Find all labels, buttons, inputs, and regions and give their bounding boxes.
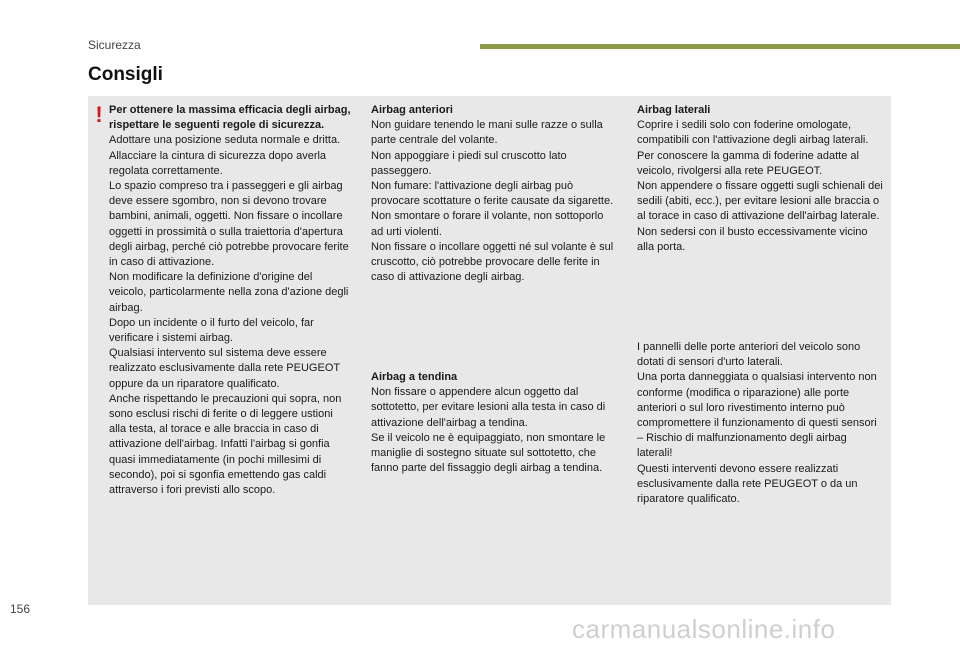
paragraph: Non fumare: l'attivazione degli airbag può provocare scottature o ferite causate da sigarette. (371, 180, 614, 208)
front-airbags-heading: Airbag anteriori (371, 104, 453, 116)
paragraph: Non fissare o incollare oggetti né sul volante è sul cruscotto, ciò potrebbe provocare delle ferite in caso di attivazione degli airbag. (371, 240, 614, 284)
door-sensors-column (637, 340, 884, 507)
page-number: 156 (10, 602, 31, 616)
curtain-airbags-heading: Airbag a tendina (371, 371, 458, 383)
paragraph: Anche rispettando le precauzioni qui sopra, non sono esclusi rischi di ferite o di leggere ustioni alla testa, al torace e alle braccia in caso di attivazione dell'airbag. Infatti l'airbag si gonfia quasi immediatamente (in pochi millesimi di secondo), poi si sgonfia emettendo gas caldi attraverso i fori previsti allo scopo. (109, 392, 342, 497)
general-safety-heading: Per ottenere la massima efficacia degli airbag, rispettare le seguenti regole di sicurezza. (109, 104, 351, 132)
side-airbags-column (637, 103, 884, 255)
paragraph: Non modificare la definizione d'origine del veicolo, particolarmente nella zona d'azione degli airbag. (109, 271, 349, 314)
paragraph: Se il veicolo ne è equipaggiato, non smontare le maniglie di sostegno situate sul sottotetto, che fanno parte del fissaggio degli airbag a tendina. (371, 431, 606, 475)
paragraph: Non smontare o forare il volante, non sottoporlo ad urti violenti. (371, 210, 604, 238)
paragraph: Una porta danneggiata o qualsiasi intervento non conforme (modifica o riparazione) alle porte anteriori o sul loro rivestimento interno può compromettere il funzionamento di questi sensori – Rischio di malfunzionamento degli airbag laterali! (637, 371, 877, 460)
paragraph: Non sedersi con il busto eccessivamente vicino alla porta. (637, 225, 868, 253)
paragraph: I pannelli delle porte anteriori del veicolo sono dotati di sensori d'urto laterali. (637, 341, 861, 369)
paragraph: Coprire i sedili solo con foderine omologate, compatibili con l'attivazione degli airbag laterali. Per conoscere la gamma di foderine adatte al veicolo, rivolgersi alla rete PEUGEOT. (637, 119, 869, 177)
paragraph: Questi interventi devono essere realizzati esclusivamente dalla rete PEUGEOT o da un riparatore qualificato. (637, 462, 858, 506)
watermark: carmanualsonline.info (572, 614, 836, 644)
paragraph: Non appoggiare i piedi sul cruscotto lato passeggero. (371, 149, 567, 177)
paragraph: Qualsiasi intervento sul sistema deve essere realizzato esclusivamente dalla rete PEUGEOT oppure da un riparatore qualificato. (109, 347, 340, 390)
side-airbags-heading: Airbag laterali (637, 104, 711, 116)
paragraph: Adottare una posizione seduta normale e dritta. (109, 134, 341, 147)
paragraph: Non fissare o appendere alcun oggetto dal sottotetto, per evitare lesioni alla testa in caso di attivazione dell'airbag a tendina. (371, 386, 606, 429)
section-label: Sicurezza (88, 38, 141, 52)
paragraph: Lo spazio compreso tra i passeggeri e gli airbag deve essere sgombro, non si devono trovare bambini, animali, oggetti. Non fissare o incollare oggetti in prossimità o sulla traiettoria d'apertura degli airbag, perché ciò potrebbe provocare ferite in caso di attivazione. (109, 180, 349, 269)
curtain-airbags-column (371, 370, 617, 476)
paragraph: Non guidare tenendo le mani sulle razze o sulla parte centrale del volante. (371, 119, 603, 147)
warning-icon: ! (95, 102, 103, 127)
front-airbags-column (371, 103, 617, 285)
page-title: Consigli (88, 64, 163, 85)
paragraph: Non appendere o fissare oggetti sugli schienali dei sedili (abiti, ecc.), per evitare lesioni alle braccia o al torace in caso di attivazione dell'airbag laterale. (637, 180, 883, 223)
general-safety-column (109, 103, 352, 498)
paragraph: Dopo un incidente o il furto del veicolo, far verificare i sistemi airbag. (109, 316, 314, 345)
paragraph: Allacciare la cintura di sicurezza dopo averla regolata correttamente. (109, 149, 327, 177)
section-accent-bar (480, 44, 960, 49)
